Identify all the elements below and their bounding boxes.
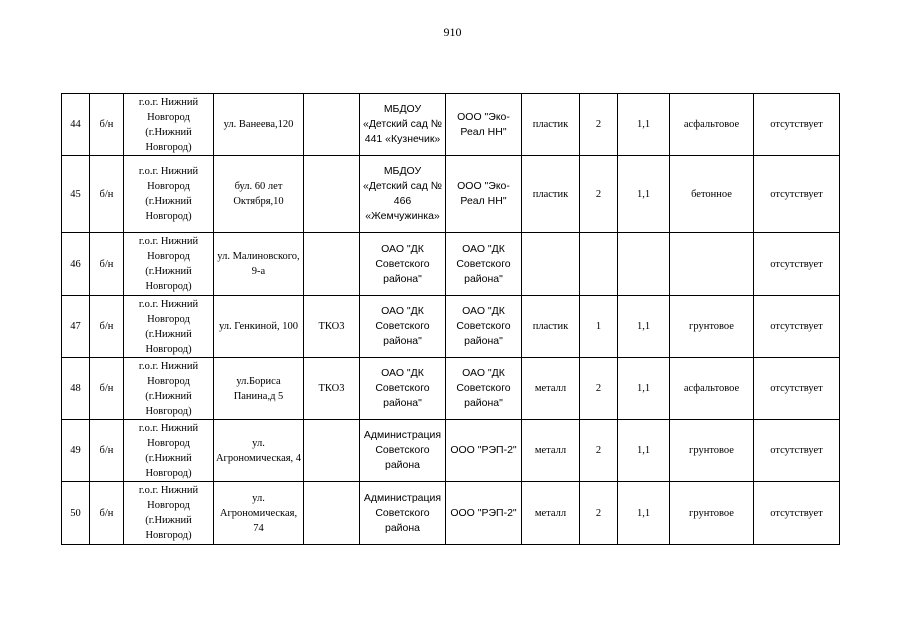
waste-type-cell (304, 156, 360, 233)
operator-cell: ОАО "ДК Советского района" (446, 233, 522, 296)
material-cell: металл (522, 358, 580, 420)
table-body (62, 94, 840, 545)
row-number-cell: 49 (62, 420, 90, 482)
row-number-cell: 44 (62, 94, 90, 156)
locality-cell: г.о.г. Нижний Новгород (г.Нижний Новгород) (124, 94, 214, 156)
locality-cell: г.о.г. Нижний Новгород (г.Нижний Новгород) (124, 420, 214, 482)
count-cell: 1 (580, 296, 618, 358)
material-cell (522, 233, 580, 296)
table-row (62, 94, 840, 156)
address-cell: ул. Генкиной, 100 (214, 296, 304, 358)
locality-cell: г.о.г. Нижний Новгород (г.Нижний Новгород) (124, 358, 214, 420)
row-number-cell: 45 (62, 156, 90, 233)
address-cell: ул. Агрономическая, 4 (214, 420, 304, 482)
waste-type-cell (304, 233, 360, 296)
owner-cell: МБДОУ «Детский сад № 441 «Кузнечик» (360, 94, 446, 156)
surface-cell: асфальтовое (670, 358, 754, 420)
waste-sites-table (61, 93, 840, 545)
waste-type-cell: ТКО3 (304, 358, 360, 420)
owner-cell: МБДОУ «Детский сад № 466 «Жемчужинка» (360, 156, 446, 233)
volume-cell: 1,1 (618, 482, 670, 545)
row-number-cell: 50 (62, 482, 90, 545)
locality-cell: г.о.г. Нижний Новгород (г.Нижний Новгород) (124, 156, 214, 233)
waste-type-cell (304, 94, 360, 156)
material-cell: пластик (522, 156, 580, 233)
code-cell: б/н (90, 420, 124, 482)
material-cell: пластик (522, 94, 580, 156)
waste-type-cell (304, 482, 360, 545)
volume-cell: 1,1 (618, 420, 670, 482)
fence-cell: отсутствует (754, 233, 840, 296)
code-cell: б/н (90, 233, 124, 296)
surface-cell: асфальтовое (670, 94, 754, 156)
table-row (62, 296, 840, 358)
fence-cell: отсутствует (754, 94, 840, 156)
page-number: 910 (443, 25, 462, 39)
operator-cell: ОАО "ДК Советского района" (446, 358, 522, 420)
row-number-cell: 46 (62, 233, 90, 296)
volume-cell: 1,1 (618, 296, 670, 358)
surface-cell (670, 233, 754, 296)
count-cell (580, 233, 618, 296)
fence-cell: отсутствует (754, 358, 840, 420)
address-cell: бул. 60 лет Октября,10 (214, 156, 304, 233)
volume-cell (618, 233, 670, 296)
code-cell: б/н (90, 94, 124, 156)
owner-cell: Администрация Советского района (360, 482, 446, 545)
locality-cell: г.о.г. Нижний Новгород (г.Нижний Новгород) (124, 482, 214, 545)
operator-cell: ООО "Эко-Реал НН" (446, 156, 522, 233)
locality-cell: г.о.г. Нижний Новгород (г.Нижний Новгород) (124, 296, 214, 358)
code-cell: б/н (90, 358, 124, 420)
address-cell: ул. Агрономическая, 74 (214, 482, 304, 545)
material-cell: пластик (522, 296, 580, 358)
count-cell: 2 (580, 482, 618, 545)
row-number-cell: 48 (62, 358, 90, 420)
code-cell: б/н (90, 482, 124, 545)
volume-cell: 1,1 (618, 358, 670, 420)
material-cell: металл (522, 482, 580, 545)
owner-cell: Администрация Советского района (360, 420, 446, 482)
material-cell: металл (522, 420, 580, 482)
fence-cell: отсутствует (754, 156, 840, 233)
table-row (62, 420, 840, 482)
address-cell: ул. Ванеева,120 (214, 94, 304, 156)
volume-cell: 1,1 (618, 156, 670, 233)
owner-cell: ОАО "ДК Советского района" (360, 296, 446, 358)
operator-cell: ООО "РЭП-2" (446, 482, 522, 545)
owner-cell: ОАО "ДК Советского района" (360, 233, 446, 296)
waste-type-cell: ТКО3 (304, 296, 360, 358)
surface-cell: бетонное (670, 156, 754, 233)
count-cell: 2 (580, 156, 618, 233)
code-cell: б/н (90, 156, 124, 233)
operator-cell: ООО "Эко-Реал НН" (446, 94, 522, 156)
surface-cell: грунтовое (670, 296, 754, 358)
operator-cell: ОАО "ДК Советского района" (446, 296, 522, 358)
locality-cell: г.о.г. Нижний Новгород (г.Нижний Новгород) (124, 233, 214, 296)
row-number-cell: 47 (62, 296, 90, 358)
table-row (62, 358, 840, 420)
table-row (62, 233, 840, 296)
owner-cell: ОАО "ДК Советского района" (360, 358, 446, 420)
count-cell: 2 (580, 420, 618, 482)
waste-type-cell (304, 420, 360, 482)
table-row (62, 156, 840, 233)
operator-cell: ООО "РЭП-2" (446, 420, 522, 482)
surface-cell: грунтовое (670, 420, 754, 482)
fence-cell: отсутствует (754, 482, 840, 545)
fence-cell: отсутствует (754, 296, 840, 358)
address-cell: ул. Малиновского, 9-а (214, 233, 304, 296)
surface-cell: грунтовое (670, 482, 754, 545)
address-cell: ул.Бориса Панина,д 5 (214, 358, 304, 420)
table-row (62, 482, 840, 545)
volume-cell: 1,1 (618, 94, 670, 156)
fence-cell: отсутствует (754, 420, 840, 482)
code-cell: б/н (90, 296, 124, 358)
count-cell: 2 (580, 94, 618, 156)
count-cell: 2 (580, 358, 618, 420)
